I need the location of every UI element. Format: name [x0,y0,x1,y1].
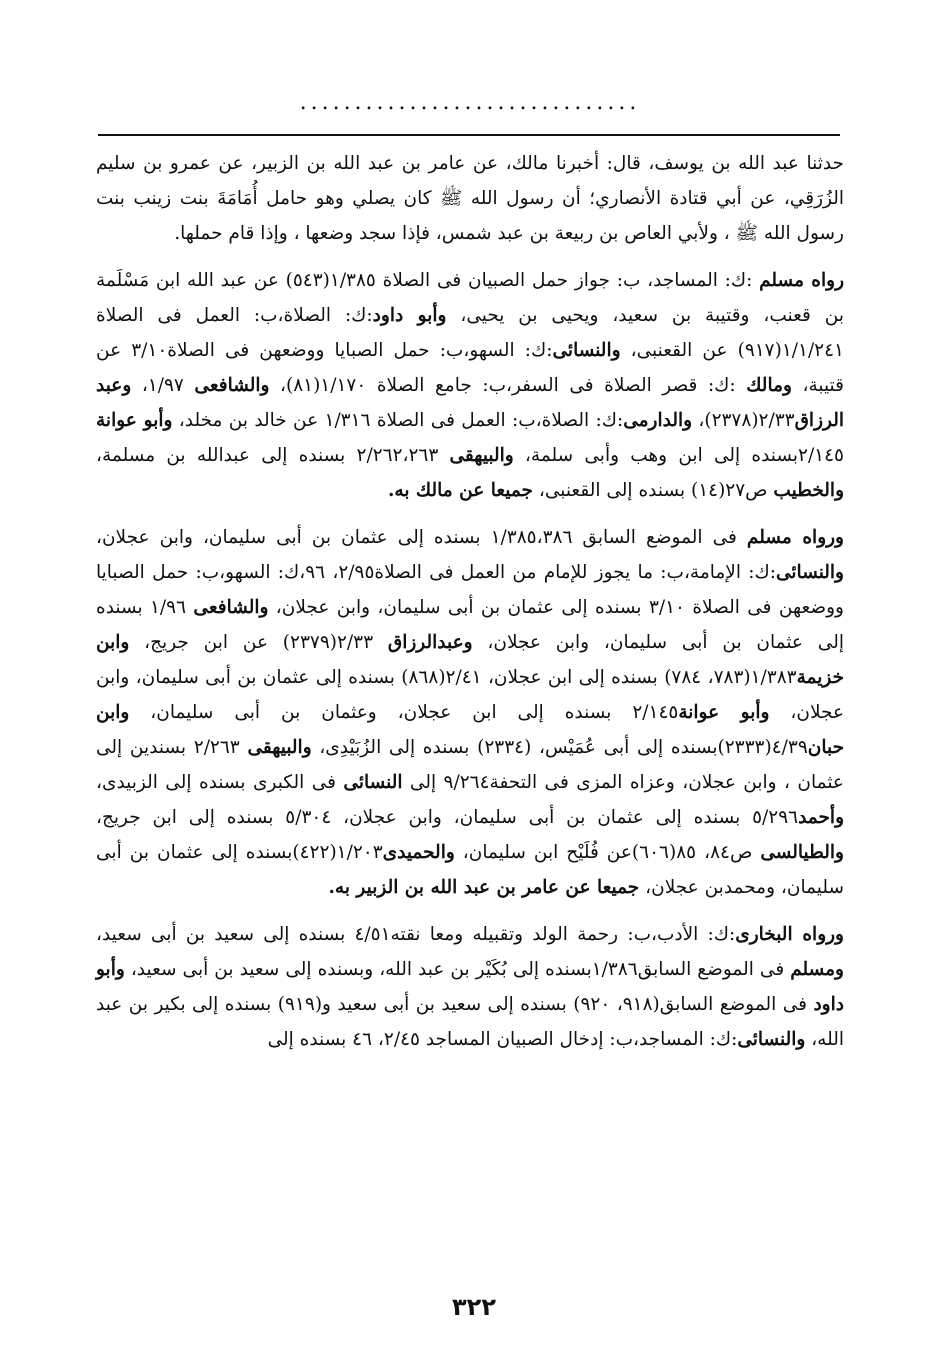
text-segment: فى الموضع السابق ١/٣٨٥،٣٨٦ بسنده إلى عثمان بن أبى سليمان، وابن عجلان، [96,527,747,548]
text-segment: :ك: الصلاة،ب: العمل فى الصلاة ١/٣١٦ عن خالد بن مخلد، [172,410,624,431]
source-name: وأحمد [798,807,845,828]
text-segment: ٢/١٤٥ بسنده إلى ابن عجلان، وعثمان بن أبى سليمان، [129,702,679,723]
source-name: وأبو عوانة [96,410,173,431]
source-name: والخطيب [773,480,844,501]
text-segment: ٥/٢٩٦ بسنده إلى عثمان بن أبى سليمان، وابن عجلان، ٥/٣٠٤ بسنده إلى ابن جريج، [96,807,799,828]
header-dotted-line: ............................... [299,92,641,114]
source-name: والشافعى [193,597,269,618]
source-name: النسائى [343,772,403,793]
source-name: والنسائى [552,340,621,361]
source-name: وابن خزيمة [96,632,844,688]
text-segment: ٢/٣٣(٢٣٧٩) عن ابن جريج، [129,632,388,653]
source-name: والبيهقى [449,445,514,466]
text-segment: ٢/٢٦٢،٢٦٣ بسنده إلى عبدالله بن مسلمة، [96,445,450,466]
text-segment: ص٨٤، ٨٥(٦٠٦)عن فُلَيْح ابن سليمان، [454,842,761,863]
paragraph-takhrij-3 [96,917,844,1057]
text-segment: :ك: الصلاة،ب: العمل فى الصلاة ١/١/٢٤١(٩١٧) عن القعنبى، [96,305,844,361]
source-name: والشافعى [194,375,270,396]
text-segment: :ك: الأدب،ب: رحمة الولد وتقبيله ومعا نقته٤/٥١ بسنده إلى سعيد بن أبى سعيد، [96,924,736,945]
text-segment: فى الكبرى بسنده إلى الزبيدى، [96,772,344,793]
text-segment: حدثنا عبد الله بن يوسف، قال: أخبرنا مالك، عن عامر بن عبد الله بن الزبير، عن عمرو بن سليم الزُرَقِي، عن أبي قتادة الأنصاري؛ أن رسول الله ﷺ كان يصلي وهو حامل أُمَامَةَ بنت زينب بنت رسول الله ﷺ ، ولأبي العاص بن ربيعة بن عبد شمس، فإذا سجد وضعها ، وإذا قام حملها. [96,153,844,244]
source-name: والدارمى [623,410,693,431]
paragraph-takhrij-1 [96,263,844,508]
text-segment: ١/٢٠٣(٤٢٢)بسنده إلى عثمان بن أبى سليمان، ومحمدبن عجلان، [96,842,844,898]
source-name: وأبو داود [372,305,447,326]
text-segment: ١/٣٨٣(٧٨٣، ٧٨٤) بسنده إلى ابن عجلان، ٢/٤١(٨٦٨) بسنده إلى عثمان بن أبى سليمان، وابن عجلان، [96,667,844,723]
source-name: جميعا عن عامر بن عبد الله بن الزبير به. [328,877,640,898]
source-name: والنسائى [737,1029,806,1050]
paragraph-hadith-text [96,146,844,251]
text-segment: :ك: قصر الصلاة فى السفر،ب: جامع الصلاة ١/١٧٠(٨١)، [269,375,747,396]
text-segment: :ك: الإمامة،ب: ما يجوز للإمام من العمل فى الصلاة٢/٩٥، ٩٦،ك: السهو،ب: حمل الصبايا ووضعهن فى الصلاة ٣/١٠ بسنده إلى عثمان بن أبى سليمان، وابن عجلان، [96,562,844,618]
text-segment: ٤/٣٩(٢٣٣٣)بسنده إلى أبى عُمَيْس، (٢٣٣٤) بسنده إلى الزُبَيْدِى، [311,737,808,758]
text-segment: فى الموضع السابق١/٣٨٦بسنده إلى بُكَيْر بن عبد الله، وبسنده إلى سعيد بن أبى سعيد، [124,959,791,980]
source-name: وأبو عوانة [678,702,770,723]
source-name: والطيالسى [760,842,844,863]
source-name: والبيهقى [247,737,312,758]
text-segment: ٢/١٤٥بسنده إلى ابن وهب وأبى سلمة، [513,445,844,466]
text-segment: ٢/٣٣(٢٣٧٨)، [692,410,795,431]
source-name: وأبو داود [96,959,844,1015]
text-segment: :ك: السهو،ب: حمل الصبايا ووضعهن فى الصلاة٣/١٠ عن قتيبة، [96,340,844,396]
source-name: والنسائى [775,562,844,583]
paragraph-takhrij-2 [96,520,844,905]
text-segment: فى الموضع السابق(٩١٨، ٩٢٠) بسنده إلى سعيد بن أبى سعيد و(٩١٩) بسنده إلى بكير بن عبد الله، [96,994,844,1050]
source-name: رواه مسلم [759,270,845,291]
source-name: وابن حبان [96,702,845,758]
header-rule [98,134,840,136]
source-name: وعبدالرزاق [387,632,473,653]
conclusion-text: جميعا عن مالك به. [387,480,533,501]
page-number: ٣٢٢ [452,1293,496,1321]
source-name: وعبد الرزاق [96,375,844,431]
text-segment: ١/٩٧، [131,375,195,396]
source-name: ورواه البخارى [735,924,844,945]
source-name: ومالك [746,375,792,396]
text-segment: :ك: المساجد،ب: إدخال الصبيان المساجد ٢/٤٥، ٤٦ بسنده إلى [267,1029,738,1050]
source-name: ومسلم [790,959,844,980]
text-segment: ١/٩٦ بسنده إلى عثمان بن أبى سليمان، وابن عجلان، [96,597,844,653]
text-segment: ص٢٧(١٤) بسنده إلى القعنبى، [533,480,774,501]
source-name: ورواه مسلم [746,527,844,548]
page-body [96,146,844,1069]
source-name: والحميدى [382,842,455,863]
text-segment: ٢/٢٦٣ بسندين إلى عثمان ، وابن عجلان، وعزاه المزى فى التحفة٩/٢٦٤ إلى [96,737,844,793]
text-segment: :ك: المساجد، ب: جواز حمل الصبيان فى الصلاة ١/٣٨٥(٥٤٣) عن عبد الله ابن مَسْلَمة بن قعنب، وقتيبة بن سعيد، ويحيى بن يحيى، [96,270,844,326]
